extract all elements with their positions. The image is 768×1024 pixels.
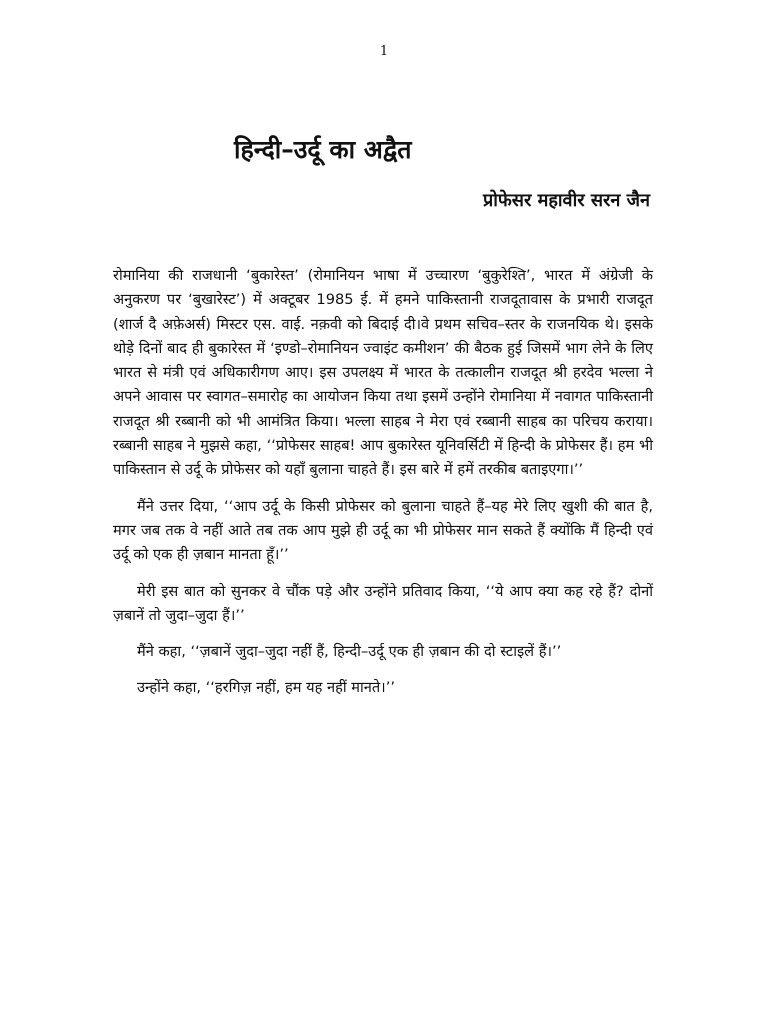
paragraph-3: मेरी इस बात को सुनकर वे चौंक पड़े और उन्होंने प्रतिवाद किया, ‘‘ये आप क्या कह रहे हैं? दोनों ज़बानें तो जुदा–जुदा हैं।’’ [113, 582, 653, 624]
page-number: 1 [379, 44, 389, 59]
document-title: हिन्दी–उर्दू का अद्वैत [234, 135, 412, 164]
body-text [113, 264, 653, 713]
paragraph-1: रोमानिया की राजधानी ‘बुकारेस्त’ (रोमानियन भाषा में उच्चारण ‘बुकुरेश्ति’, भारत में अंग्रेजी के अनुकरण पर ‘बुखारेस्ट’) में अक्टूबर 1985 ई. में हमने पाकिस्तानी राजदूतावास के प्रभारी राजदूत (शार्ज दै अफ़ेअर्स) मिस्टर एस. वाई. नक़वी को बिदाई दी।वे प्रथम सचिव–स्तर के राजनयिक थे। इसके थोड़े दिनों बाद ही बुकारेस्त में ‘इण्डो–रोमानियन ज्वाइंट कमीशन’ की बैठक हुई जिसमें भाग लेने के लिए भारत से मंत्री एवं अधिकारीगण आए। इस उपलक्ष्य में भारत के तत्कालीन राजदूत श्री हरदेव भल्ला ने अपने आवास पर स्वागत–समारोह का आयोजन किया तथा इसमें उन्होंने रोमानिया में नवागत पाकिस्तानी राजदूत श्री रब्बानी को भी आमंत्रित किया। भल्ला साहब ने मेरा एवं रब्बानी साहब का परिचय कराया। रब्बानी साहब ने मुझसे कहा, ‘‘प्रोफेसर साहब! आप बुकारेस्त यूनिवर्सिटी में हिन्दी के प्रोफेसर हैं। हम भी पाकिस्तान से उर्दू के प्रोफेसर को यहाँ बुलाना चाहते हैं। इस बारे में हमें तरकीब बताइएगा।’’ [113, 267, 654, 479]
paragraph-4: मैंने कहा, ‘‘ज़बानें जुदा–जुदा नहीं हैं, हिन्दी–उर्दू एक ही ज़बान की दो स्टाइलें हैं।’’ [137, 643, 562, 661]
paragraph-5: उन्होंने कहा, ‘‘हरगिज़ नहीं, हम यह नहीं मानते।’’ [137, 679, 395, 697]
paragraph-2: मैंने उत्तर दिया, ‘‘आप उर्दू के किसी प्रोफेसर को बुलाना चाहते हैं–यह मेरे लिए खुशी की बात है, मगर जब तक वे नहीं आते तब तक आप मुझे ही उर्दू का भी प्रोफेसर मान सकते हैं क्योंकि मैं हिन्दी एवं उर्दू को एक ही ज़बान मानता हूँ।’’ [113, 497, 653, 564]
author-name: प्रोफेसर महावीर सरन जैन [483, 190, 650, 211]
